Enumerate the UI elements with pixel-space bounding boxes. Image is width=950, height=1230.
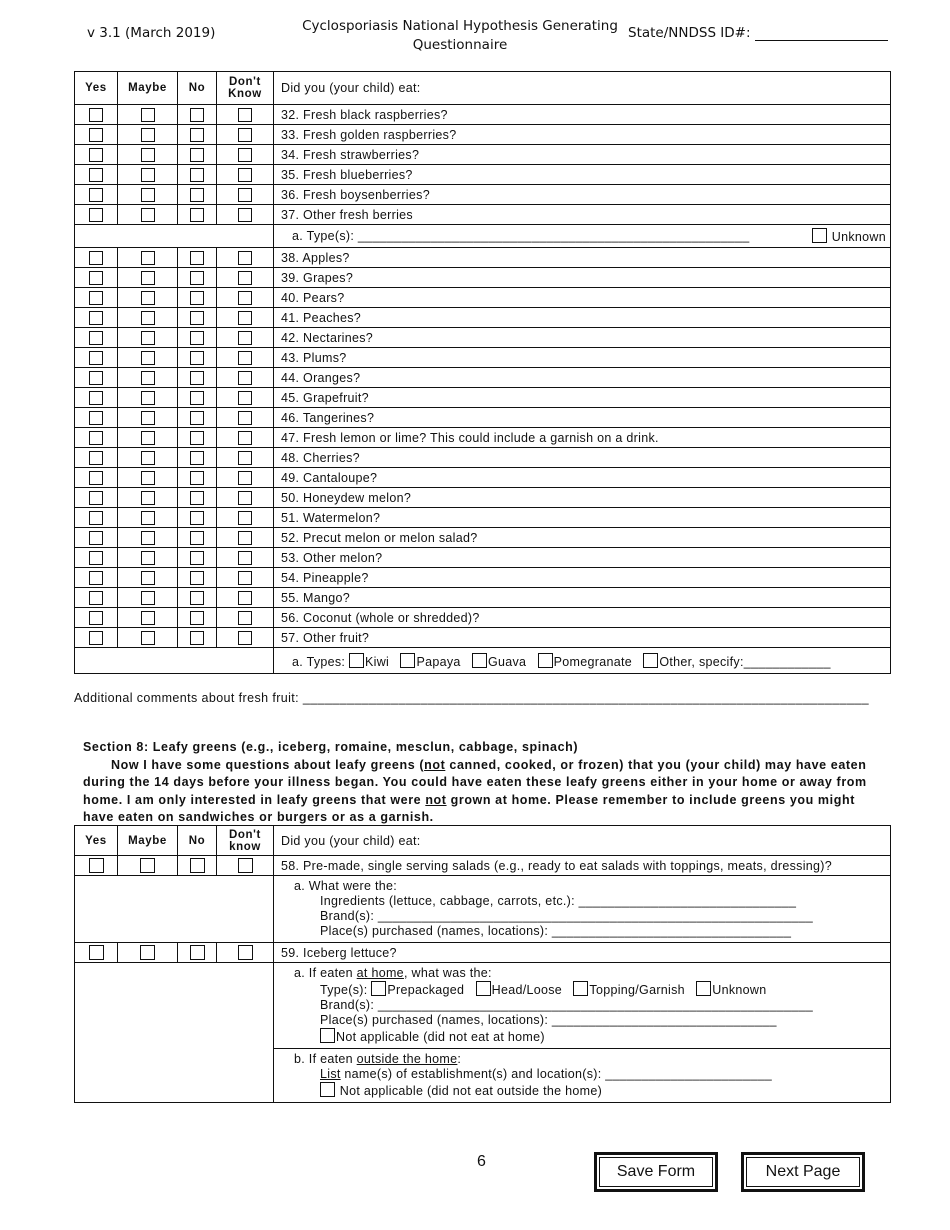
checkbox-yes[interactable]	[89, 371, 103, 385]
instructions-part: Now I have some questions about leafy greens (	[111, 757, 425, 772]
q59a-na	[294, 1028, 884, 1045]
checkbox-maybe[interactable]	[141, 591, 155, 605]
checkbox-maybe[interactable]	[141, 431, 155, 445]
fruit-types-label: a. Types:	[292, 654, 346, 669]
checkbox-yes[interactable]	[89, 571, 103, 585]
checkbox-maybe[interactable]	[141, 168, 155, 182]
checkbox-maybe[interactable]	[141, 271, 155, 285]
na-outside-label: Not applicable (did not eat outside the home)	[339, 1084, 603, 1098]
berries-type-row	[75, 225, 891, 248]
question-text: 47. Fresh lemon or lime? This could include a garnish on a drink.	[274, 428, 891, 448]
question-text: 36. Fresh boysenberries?	[274, 185, 891, 205]
checkbox-dont-know[interactable]	[238, 858, 253, 873]
checkbox-yes[interactable]	[89, 451, 103, 465]
checkbox-no[interactable]	[190, 511, 204, 525]
checkbox-maybe[interactable]	[141, 371, 155, 385]
col-dont-know: Don't Know	[217, 72, 274, 105]
q59a-at-home: at home	[356, 966, 404, 980]
question-row	[75, 488, 891, 508]
instructions-not: not	[425, 792, 447, 807]
checkbox-maybe[interactable]	[141, 128, 155, 142]
checkbox-maybe[interactable]	[141, 108, 155, 122]
col-maybe: Maybe	[118, 72, 178, 105]
question-row	[75, 588, 891, 608]
checkbox-dont-know[interactable]	[238, 271, 252, 285]
question-text: 40. Pears?	[274, 288, 891, 308]
question-text: 34. Fresh strawberries?	[274, 145, 891, 165]
instructions-part: canned, cooked, or frozen) that you (your child) may have eaten during the 14 days before your illness began. You could have eaten these leafy greens either in your home or away from home. I am only interested in leafy greens that were	[83, 757, 867, 807]
checkbox-dont-know[interactable]	[238, 311, 252, 325]
checkbox-guava[interactable]	[472, 653, 487, 668]
checkbox-dont-know[interactable]	[238, 591, 252, 605]
berries-unknown	[812, 228, 886, 244]
checkbox-topping-garnish[interactable]	[573, 981, 588, 996]
checkbox-maybe[interactable]	[140, 858, 155, 873]
checkbox-no[interactable]	[190, 108, 204, 122]
question-row	[75, 328, 891, 348]
question-row	[75, 528, 891, 548]
checkbox-no[interactable]	[190, 571, 204, 585]
col-question: Did you (your child) eat:	[274, 72, 891, 105]
q59b-post: :	[457, 1052, 462, 1066]
checkbox-unknown[interactable]	[812, 228, 827, 243]
question-row	[75, 348, 891, 368]
checkbox-no[interactable]	[190, 411, 204, 425]
q59b-outside: outside the home	[356, 1052, 458, 1066]
checkbox-no[interactable]	[190, 611, 204, 625]
question-text: 45. Grapefruit?	[274, 388, 891, 408]
question-text: 49. Cantaloupe?	[274, 468, 891, 488]
checkbox-yes[interactable]	[89, 271, 103, 285]
checkbox-no[interactable]	[190, 631, 204, 645]
question-text: 39. Grapes?	[274, 268, 891, 288]
checkbox-no[interactable]	[190, 531, 204, 545]
checkbox-maybe[interactable]	[141, 571, 155, 585]
page-number: 6	[477, 1153, 486, 1170]
checkbox-no[interactable]	[190, 291, 204, 305]
q59a-title	[294, 966, 884, 981]
section-8-instructions	[83, 757, 883, 827]
checkbox-yes[interactable]	[89, 168, 103, 182]
type-topping-label: Topping/Garnish	[589, 983, 685, 997]
berries-type-field[interactable]: a. Type(s): ______________________________________________________	[292, 229, 750, 243]
question-text: 35. Fresh blueberries?	[274, 165, 891, 185]
checkbox-no[interactable]	[190, 471, 204, 485]
col-dont-know: Don't know	[217, 826, 274, 856]
question-row	[75, 268, 891, 288]
checkbox-maybe[interactable]	[141, 351, 155, 365]
checkbox-yes[interactable]	[89, 945, 104, 960]
question-row	[75, 368, 891, 388]
guava-label: Guava	[487, 654, 527, 669]
checkbox-unknown[interactable]	[696, 981, 711, 996]
checkbox-dont-know[interactable]	[238, 291, 252, 305]
checkbox-maybe[interactable]	[141, 511, 155, 525]
other-label: Other, specify:____________	[659, 654, 831, 669]
q59b-pre: b. If eaten	[294, 1052, 357, 1066]
section-8-intro	[83, 739, 883, 827]
checkbox-yes[interactable]	[89, 108, 103, 122]
form-title-line2: Questionnaire	[412, 37, 508, 53]
checkbox-no[interactable]	[190, 271, 204, 285]
fresh-fruit-comments[interactable]: Additional comments about fresh fruit: _____________________________________________________________________________	[74, 691, 869, 705]
checkbox-yes[interactable]	[89, 531, 103, 545]
checkbox-na-home[interactable]	[320, 1028, 335, 1043]
checkbox-maybe[interactable]	[141, 188, 155, 202]
q59b-na	[294, 1082, 884, 1099]
checkbox-yes[interactable]	[89, 491, 103, 505]
q59a-place[interactable]: Place(s) purchased (names, locations): _______________________________	[320, 1013, 777, 1027]
checkbox-other[interactable]	[643, 653, 658, 668]
checkbox-maybe[interactable]	[141, 148, 155, 162]
question-row	[75, 608, 891, 628]
instructions-not: not	[424, 757, 446, 772]
question-text: 41. Peaches?	[274, 308, 891, 328]
form-title	[280, 17, 640, 55]
checkbox-no[interactable]	[190, 311, 204, 325]
question-text: 46. Tangerines?	[274, 408, 891, 428]
checkbox-yes[interactable]	[89, 208, 103, 222]
question-text: 32. Fresh black raspberries?	[274, 105, 891, 125]
checkbox-maybe[interactable]	[141, 451, 155, 465]
checkbox-yes[interactable]	[89, 188, 103, 202]
checkbox-no[interactable]	[190, 148, 204, 162]
checkbox-no[interactable]	[190, 451, 204, 465]
q59b-title	[294, 1052, 884, 1067]
checkbox-maybe[interactable]	[141, 311, 155, 325]
checkbox-yes[interactable]	[89, 631, 103, 645]
checkbox-yes[interactable]	[89, 128, 103, 142]
checkbox-dont-know[interactable]	[238, 631, 252, 645]
question-text: 43. Plums?	[274, 348, 891, 368]
checkbox-yes[interactable]	[89, 551, 103, 565]
checkbox-dont-know[interactable]	[238, 431, 252, 445]
q59a-pre: a. If eaten	[294, 966, 357, 980]
checkbox-yes[interactable]	[89, 471, 103, 485]
checkbox-dont-know[interactable]	[238, 471, 252, 485]
q59a-types	[294, 981, 884, 998]
question-text: 42. Nectarines?	[274, 328, 891, 348]
checkbox-maybe[interactable]	[141, 251, 155, 265]
q59b-list-rest: name(s) of establishment(s) and location(s): _______________________	[340, 1067, 773, 1081]
q59a-brand[interactable]: Brand(s): ____________________________________________________________	[320, 998, 813, 1012]
q58a-brand[interactable]: Brand(s): ____________________________________________________________	[320, 909, 813, 923]
checkbox-no[interactable]	[190, 371, 204, 385]
checkbox-no[interactable]	[190, 208, 204, 222]
checkbox-dont-know[interactable]	[238, 451, 252, 465]
question-text: 50. Honeydew melon?	[274, 488, 891, 508]
checkbox-no[interactable]	[190, 945, 205, 960]
checkbox-maybe[interactable]	[141, 208, 155, 222]
question-row	[75, 388, 891, 408]
checkbox-dont-know[interactable]	[238, 531, 252, 545]
checkbox-dont-know[interactable]	[238, 188, 252, 202]
checkbox-dont-know[interactable]	[238, 571, 252, 585]
checkbox-no[interactable]	[190, 351, 204, 365]
checkbox-maybe[interactable]	[141, 631, 155, 645]
checkbox-no[interactable]	[190, 128, 204, 142]
checkbox-dont-know[interactable]	[238, 945, 253, 960]
question-58: 58. Pre-made, single serving salads (e.g., ready to eat salads with toppings, meats, dressing)?	[274, 856, 891, 876]
col-question: Did you (your child) eat:	[274, 826, 891, 856]
next-page-button[interactable]: Next Page	[741, 1152, 865, 1192]
na-home-label: Not applicable (did not eat at home)	[336, 1030, 545, 1044]
question-58-details	[75, 876, 891, 943]
q58a-ingredients[interactable]: Ingredients (lettuce, cabbage, carrots, etc.): ______________________________	[320, 894, 797, 908]
checkbox-maybe[interactable]	[141, 331, 155, 345]
checkbox-no[interactable]	[190, 188, 204, 202]
checkbox-no[interactable]	[190, 591, 204, 605]
question-row	[75, 145, 891, 165]
type-head-label: Head/Loose	[491, 983, 563, 997]
state-id	[628, 25, 888, 41]
state-id-label: State/NNDSS ID#:	[628, 25, 751, 41]
question-row	[75, 105, 891, 125]
question-row-58	[75, 856, 891, 876]
checkbox-no[interactable]	[190, 551, 204, 565]
checkbox-dont-know[interactable]	[238, 351, 252, 365]
checkbox-yes[interactable]	[89, 391, 103, 405]
checkbox-maybe[interactable]	[141, 531, 155, 545]
checkbox-dont-know[interactable]	[238, 551, 252, 565]
question-text: 56. Coconut (whole or shredded)?	[274, 608, 891, 628]
checkbox-maybe[interactable]	[141, 291, 155, 305]
checkbox-yes[interactable]	[89, 591, 103, 605]
checkbox-yes[interactable]	[89, 431, 103, 445]
checkbox-maybe[interactable]	[141, 491, 155, 505]
checkbox-yes[interactable]	[89, 351, 103, 365]
question-row	[75, 125, 891, 145]
checkbox-yes[interactable]	[89, 148, 103, 162]
checkbox-maybe[interactable]	[141, 611, 155, 625]
kiwi-label: Kiwi	[364, 654, 390, 669]
question-row	[75, 288, 891, 308]
checkbox-dont-know[interactable]	[238, 168, 252, 182]
question-text: 38. Apples?	[274, 248, 891, 268]
greens-table	[74, 825, 891, 1103]
question-text: 54. Pineapple?	[274, 568, 891, 588]
fruit-table	[74, 71, 891, 674]
question-text: 33. Fresh golden raspberries?	[274, 125, 891, 145]
question-text: 51. Watermelon?	[274, 508, 891, 528]
instructions-part: grown at home. Please remember to include greens you might have eaten on sandwiches or burgers or as a garnish.	[83, 792, 855, 824]
fruit-types-row	[75, 648, 891, 674]
question-row	[75, 508, 891, 528]
question-row	[75, 448, 891, 468]
checkbox-dont-know[interactable]	[238, 491, 252, 505]
checkbox-dont-know[interactable]	[238, 208, 252, 222]
question-59a-details	[75, 963, 891, 1049]
question-text: 48. Cherries?	[274, 448, 891, 468]
q58a-title: a. What were the:	[294, 879, 398, 893]
question-text: 55. Mango?	[274, 588, 891, 608]
checkbox-yes[interactable]	[89, 251, 103, 265]
question-row-59	[75, 943, 891, 963]
question-59: 59. Iceberg lettuce?	[274, 943, 891, 963]
checkbox-prepackaged[interactable]	[371, 981, 386, 996]
checkbox-dont-know[interactable]	[238, 511, 252, 525]
question-text: 53. Other melon?	[274, 548, 891, 568]
question-row	[75, 428, 891, 448]
question-row	[75, 308, 891, 328]
col-yes: Yes	[75, 72, 118, 105]
checkbox-dont-know[interactable]	[238, 371, 252, 385]
form-version: v 3.1 (March 2019)	[87, 25, 216, 41]
checkbox-dont-know[interactable]	[238, 128, 252, 142]
checkbox-dont-know[interactable]	[238, 411, 252, 425]
type-label: Type(s):	[320, 983, 368, 997]
question-row	[75, 568, 891, 588]
question-row	[75, 628, 891, 648]
checkbox-no[interactable]	[190, 431, 204, 445]
checkbox-no[interactable]	[190, 858, 205, 873]
question-row	[75, 408, 891, 428]
checkbox-no[interactable]	[190, 391, 204, 405]
checkbox-maybe[interactable]	[140, 945, 155, 960]
checkbox-yes[interactable]	[89, 311, 103, 325]
section-8-title: Section 8: Leafy greens (e.g., iceberg, romaine, mesclun, cabbage, spinach)	[83, 740, 579, 754]
question-row	[75, 468, 891, 488]
checkbox-no[interactable]	[190, 251, 204, 265]
checkbox-head-loose[interactable]	[476, 981, 491, 996]
checkbox-dont-know[interactable]	[238, 391, 252, 405]
question-row	[75, 185, 891, 205]
checkbox-no[interactable]	[190, 491, 204, 505]
unknown-label: Unknown	[831, 230, 886, 244]
form-title-line1: Cyclosporiasis National Hypothesis Generating	[302, 18, 618, 34]
question-text: 44. Oranges?	[274, 368, 891, 388]
checkbox-maybe[interactable]	[141, 391, 155, 405]
papaya-label: Papaya	[416, 654, 461, 669]
checkbox-dont-know[interactable]	[238, 148, 252, 162]
question-text: 52. Precut melon or melon salad?	[274, 528, 891, 548]
type-unknown-label: Unknown	[712, 983, 767, 997]
col-no: No	[178, 826, 217, 856]
question-text: 57. Other fruit?	[274, 628, 891, 648]
checkbox-na-outside[interactable]	[320, 1082, 335, 1097]
checkbox-maybe[interactable]	[141, 551, 155, 565]
col-no: No	[178, 72, 217, 105]
type-prepackaged-label: Prepackaged	[387, 983, 465, 997]
checkbox-dont-know[interactable]	[238, 108, 252, 122]
checkbox-yes[interactable]	[89, 611, 103, 625]
question-row	[75, 165, 891, 185]
checkbox-pomegranate[interactable]	[538, 653, 553, 668]
checkbox-yes[interactable]	[89, 511, 103, 525]
checkbox-kiwi[interactable]	[349, 653, 364, 668]
checkbox-yes[interactable]	[89, 291, 103, 305]
checkbox-no[interactable]	[190, 331, 204, 345]
state-id-field[interactable]	[755, 28, 888, 41]
checkbox-dont-know[interactable]	[238, 331, 252, 345]
checkbox-dont-know[interactable]	[238, 611, 252, 625]
checkbox-yes[interactable]	[89, 331, 103, 345]
q58a-place[interactable]: Place(s) purchased (names, locations): _________________________________	[320, 924, 792, 938]
question-text: 37. Other fresh berries	[274, 205, 891, 225]
checkbox-maybe[interactable]	[141, 411, 155, 425]
col-yes: Yes	[75, 826, 118, 856]
question-row	[75, 548, 891, 568]
q59b-list-word: List	[320, 1067, 341, 1081]
col-maybe: Maybe	[118, 826, 178, 856]
checkbox-no[interactable]	[190, 168, 204, 182]
checkbox-yes[interactable]	[89, 411, 103, 425]
checkbox-maybe[interactable]	[141, 471, 155, 485]
checkbox-papaya[interactable]	[400, 653, 415, 668]
save-form-button[interactable]: Save Form	[594, 1152, 718, 1192]
q59b-list[interactable]	[294, 1067, 884, 1082]
q59a-post: , what was the:	[403, 966, 492, 980]
checkbox-dont-know[interactable]	[238, 251, 252, 265]
checkbox-yes[interactable]	[89, 858, 104, 873]
pomegranate-label: Pomegranate	[553, 654, 632, 669]
question-row	[75, 248, 891, 268]
question-row	[75, 205, 891, 225]
